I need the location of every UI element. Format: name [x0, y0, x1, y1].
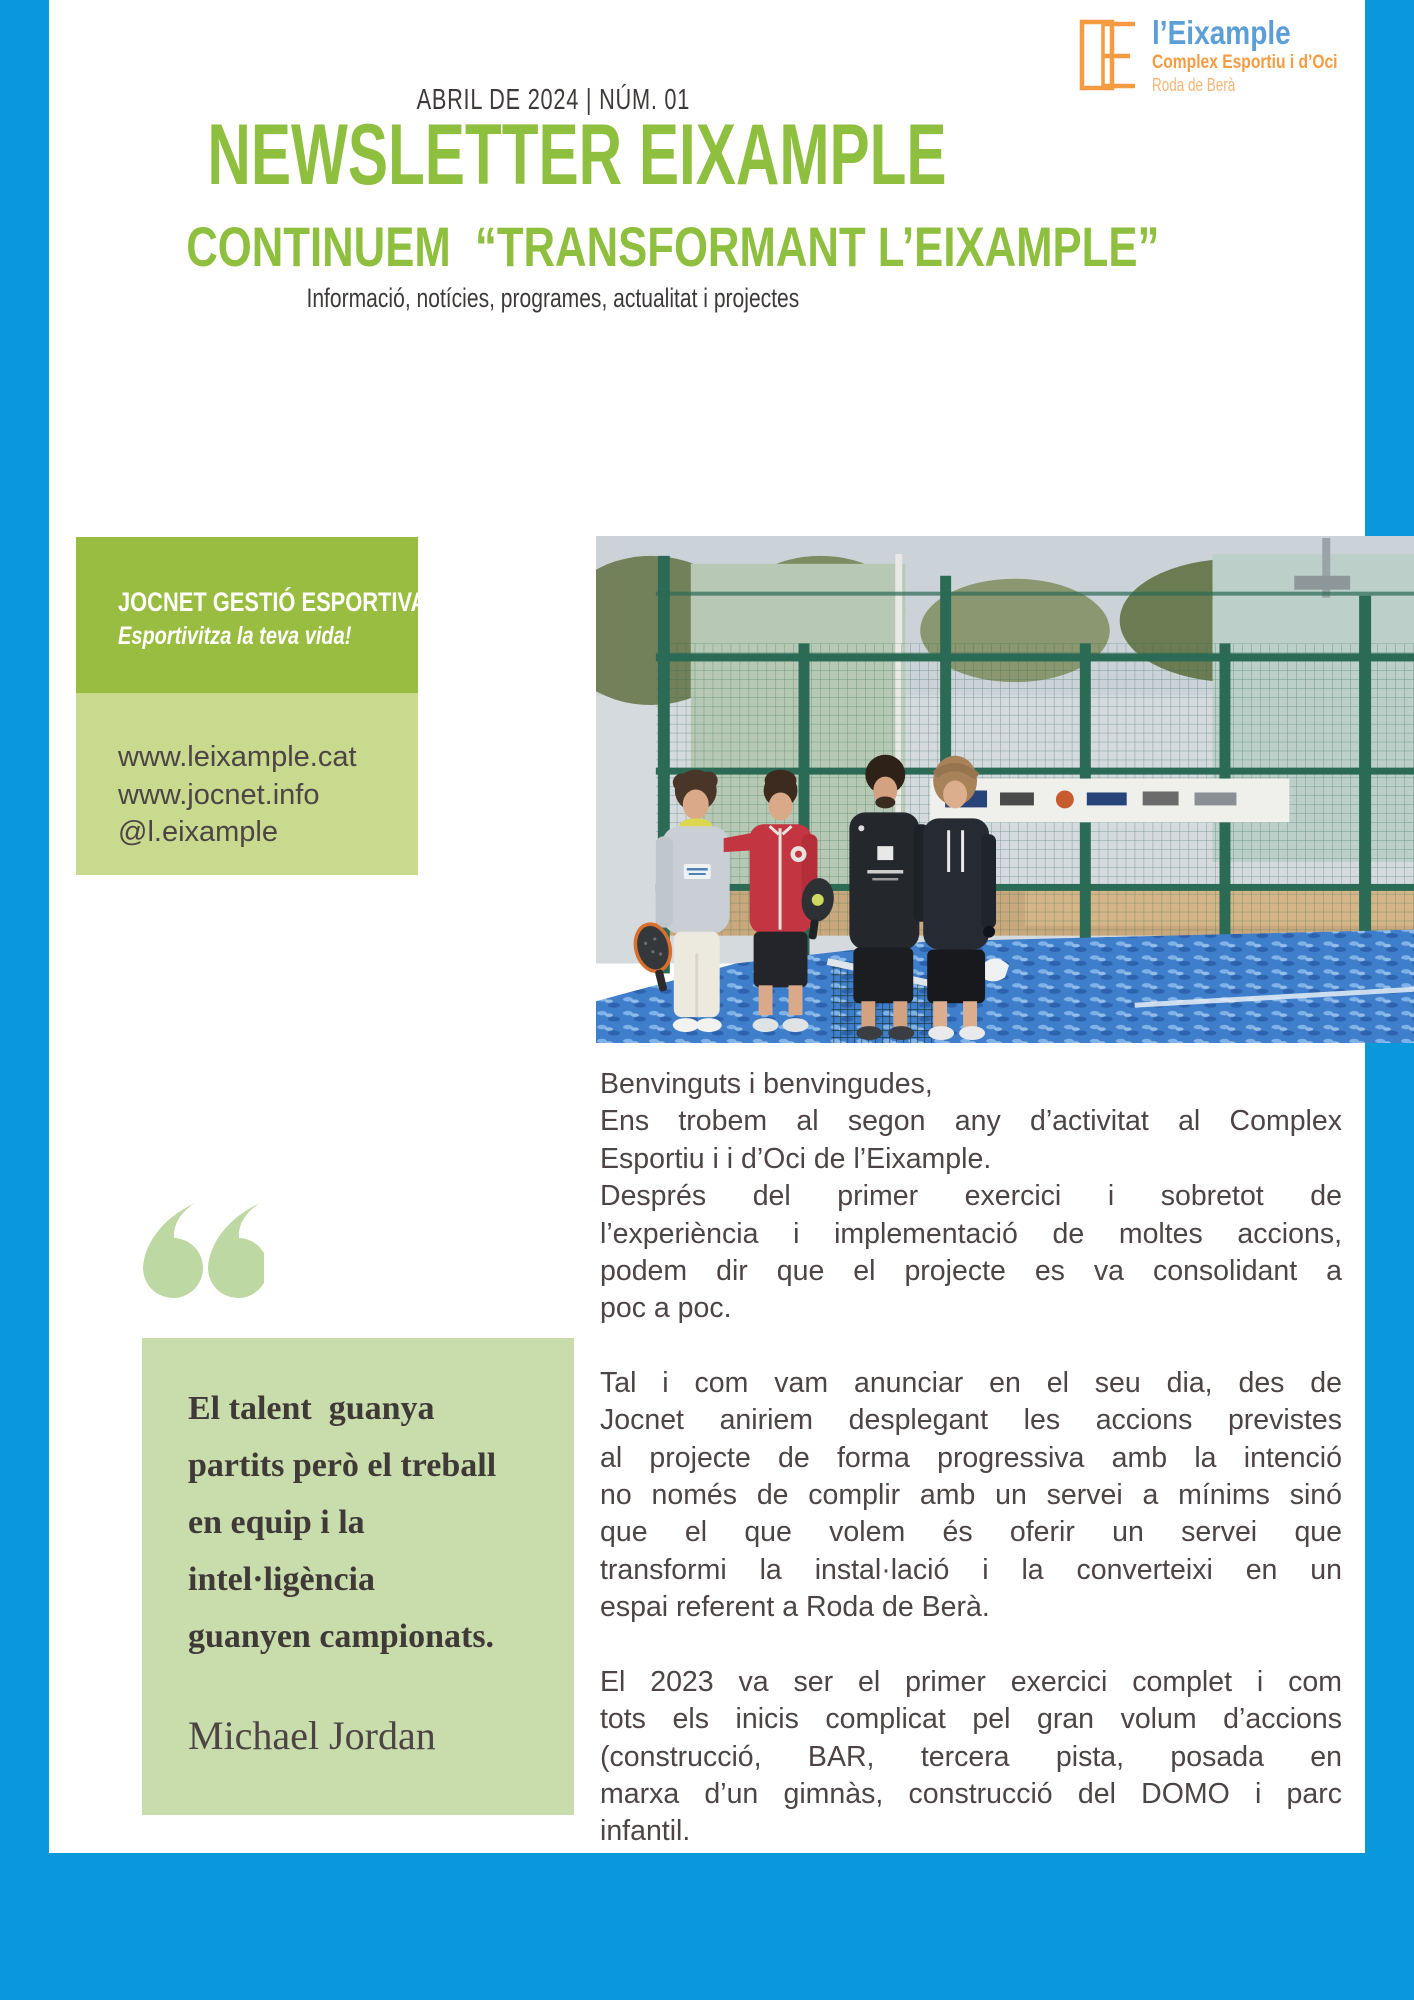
- text-line: infantil.: [600, 1815, 691, 1848]
- quote-line: partits però el treball: [188, 1447, 497, 1484]
- text-line: tots els inicis complicat pel gran volum d’accions: [600, 1703, 1342, 1736]
- text-line: no només de complir amb un servei a mínims sinó: [600, 1479, 1342, 1512]
- tagline: Informació, notícies, programes, actualitat i projectes: [306, 283, 800, 313]
- sidebar-link[interactable]: www.leixample.cat: [118, 741, 357, 773]
- quote-marks-icon: [140, 1203, 264, 1303]
- logo-name: l’Eixample: [1152, 14, 1291, 51]
- text-line: podem dir que el projecte es va consolidant a: [600, 1255, 1342, 1288]
- page-title: NEWSLETTER EIXAMPLE: [207, 107, 947, 203]
- text-line: transformi la instal·lació i la converteixi en un: [600, 1553, 1342, 1586]
- sidebar-link[interactable]: www.jocnet.info: [118, 778, 320, 811]
- text-line: Jocnet aniriem desplegant les accions previstes: [600, 1404, 1342, 1437]
- quote-line: guanyen campionats.: [188, 1618, 495, 1655]
- text-line: Benvinguts i benvingudes,: [600, 1068, 933, 1100]
- text-line: poc a poc.: [600, 1292, 732, 1325]
- org-name: JOCNET GESTIÓ ESPORTIVA: [118, 587, 427, 617]
- text-line: Ens trobem al segon any d’activitat al Complex: [600, 1105, 1342, 1138]
- masthead: [49, 0, 1160, 330]
- text-line: El 2023 va ser el primer exercici complet i com: [600, 1665, 1342, 1698]
- text-line: que el que volem és oferir un servei que: [600, 1516, 1342, 1549]
- text-line: l’experiència i implementació de moltes accions,: [600, 1217, 1342, 1250]
- text-line: Esportiu i i d’Oci de l’Eixample.: [600, 1142, 992, 1175]
- text-line: al projecte de forma progressiva amb la intenció: [600, 1441, 1342, 1474]
- text-line: Després del primer exercici i sobretot de: [600, 1180, 1342, 1213]
- text-line: espai referent a Roda de Berà.: [600, 1591, 990, 1624]
- quote-text: [188, 1380, 556, 1665]
- page-subtitle: CONTINUEM “TRANSFORMANT L’EIXAMPLE”: [186, 215, 1160, 278]
- text-line: marxa d’un gimnàs, construcció del DOMO i parc: [600, 1777, 1342, 1810]
- sidebar-links-box: [76, 693, 418, 875]
- text-line: (construcció, BAR, tercera pista, posada en: [600, 1740, 1342, 1773]
- eixample-monogram-icon: [1079, 79, 1137, 96]
- quote-line: El talent guanya: [188, 1390, 435, 1427]
- quote-box: [142, 1338, 574, 1815]
- paragraph: [600, 1066, 1342, 1328]
- logo-text: [1152, 16, 1382, 95]
- sidebar-org-box: [76, 537, 427, 693]
- padel-team-photo: [596, 536, 1414, 1043]
- quote-line: en equip i la: [188, 1504, 365, 1541]
- logo-subtitle: Complex Esportiu i d’Oci: [1152, 51, 1338, 73]
- sidebar-link[interactable]: @l.eixample: [118, 816, 278, 848]
- left-border-bar: [0, 0, 49, 2000]
- paragraph: [600, 1365, 1342, 1627]
- quote-line: intel·ligència: [188, 1561, 375, 1598]
- text-line: Tal i com vam anunciar en el seu dia, des de: [600, 1366, 1342, 1399]
- org-slogan: Esportivitza la teva vida!: [118, 622, 352, 650]
- logo: [1079, 18, 1137, 97]
- body-text: [600, 1066, 1342, 1888]
- logo-location: Roda de Berà: [1152, 75, 1236, 95]
- sidebar-links: [118, 739, 408, 852]
- quote-author: Michael Jordan: [188, 1713, 436, 1758]
- paragraph: [600, 1664, 1342, 1851]
- issue-line: ABRIL DE 2024 | NÚM. 01: [416, 84, 690, 116]
